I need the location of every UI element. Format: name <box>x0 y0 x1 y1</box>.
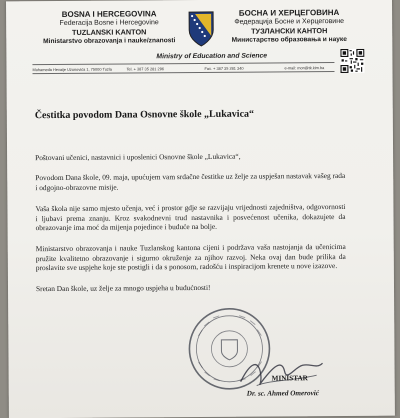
qr-code-icon <box>340 49 364 73</box>
header-left-ministry: Ministarstvo obrazovanja i nauke/znanosti <box>43 37 176 46</box>
contact-phone: Tel. + 387 35 281 296 <box>126 66 165 72</box>
header-right-ministry: Министарство образовања и науке <box>231 35 347 44</box>
header-right-federation: Федерација Босне и Херцеговине <box>234 17 345 26</box>
header-right <box>214 8 364 45</box>
letter-title: Čestitka povodom Dana Osnovne škole „Lukavica“ <box>34 108 255 122</box>
paragraph-occasion: Povodom Dana škole, 09. maja, upućujem vam srdačne čestitke uz želje za uspješan nastavak vašeg rada i odgojno-obrazovne misije. <box>35 170 346 192</box>
contact-address: Muhameda Hevaije Uzunovića 1, 75000 Tuzla <box>32 66 112 73</box>
ministry-english-name: Ministry of Education and Science <box>156 52 268 61</box>
paragraph-ministry-support: Ministarstvo obrazovanja i nauke Tuzlanskog kantona cijeni i podržava vaša nastojanja da učenicima pružite kvalitetno obrazovanje i sigurno okruženje za njihov razvoj. Neka ovaj dan bude prilika da proslavite sve uspjehe koje ste postigli i da s ponosom, radošću i inspiracijom krenete u nove izazove. <box>35 241 346 273</box>
signatory-title: MINISTAR <box>271 374 308 383</box>
paragraph-closing: Sretan Dan škole, uz želje za mnogo uspjeha u budućnosti! <box>35 282 211 294</box>
header-left <box>34 9 184 46</box>
coat-of-arms-icon <box>186 10 216 48</box>
signatory-name: Dr. sc. Ahmed Omerović <box>246 389 319 398</box>
contact-fax: Fax. + 387 35 281 340 <box>204 65 244 71</box>
paragraph-greeting: Poštovani učenici, nastavnici i uposlenici Osnovne škole „Lukavica“, <box>35 151 241 163</box>
letter-page <box>6 0 395 418</box>
header-right-country: БОСНА И ХЕРЦЕГОВИНА <box>238 8 340 18</box>
contact-email: e-mail: mon@tk.kim.ba <box>284 65 325 71</box>
header-left-country: BOSNA I HERCEGOVINA <box>61 9 157 19</box>
header-left-canton: TUZLANSKI KANTON <box>71 27 147 37</box>
header-left-federation: Federacija Bosne i Hercegovine <box>59 19 159 27</box>
paragraph-school-values: Vaša škola nije samo mjesto učenja, već i prostor gdje se razvijaju vrijednosti zajedništva, odgovornosti i ljubavi prema znanju. Kroz svakodnevni trud nastavnika i posvećenost učenika, dokazujete da obrazovanje ima moć da mijenja pojedince i buduće na bolje. <box>35 201 346 233</box>
header-right-canton: ТУЗЛАНСКИ КАНТОН <box>251 26 328 36</box>
